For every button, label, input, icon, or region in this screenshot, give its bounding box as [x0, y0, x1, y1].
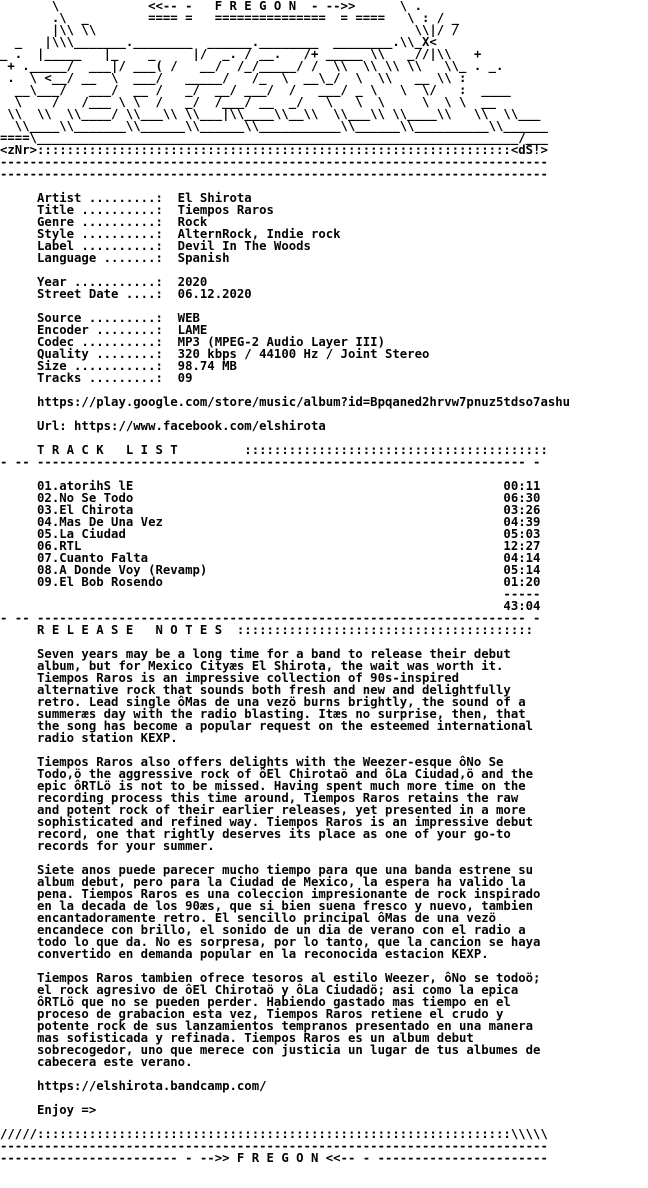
nfo-line: 08.A Donde Voy (Revamp) 05:14	[0, 563, 541, 577]
nfo-line: encandece con brillo, el sonido de un dia de verano con el radio a	[0, 923, 526, 937]
nfo-line: ------------------------ - -->> F R E G O N <<-- - -----------------------	[0, 1151, 548, 1165]
nfo-line: 05.La Ciudad 05:03	[0, 527, 541, 541]
nfo-line: encantadoramente retro. El sencillo principal ôMas de una vezö	[0, 911, 497, 925]
nfo-line: |\\ \\ \\|/ /	[0, 23, 460, 37]
nfo-line: convertido en demanda popular en la reconocida estacion KEXP.	[0, 947, 489, 961]
nfo-line: Seven years may be a long time for a band to release their debut	[0, 647, 511, 661]
nfo-line: album debut, pero para la Ciudad de Mexico, la espera ha valido la	[0, 875, 526, 889]
nfo-line: <zNr>::::::::::::::::::::::::::::::::::::::::::::::::::::::::::::::::<dS!>	[0, 143, 548, 157]
nfo-line: and potent rock of their earlier releases, yet presented in a more	[0, 803, 526, 817]
nfo-line: + ._____/ ___|/ ___( / __/ /_/_____/ / \\ \\ \\ \\ \\_ . _.	[0, 59, 504, 73]
nfo-line: Tiempos Raros is an impressive collection of 90s-inspired	[0, 671, 460, 685]
nfo-line: . \ <__/ __ \ ___/ _____/ /_ \ __\_/ \ \\ __ \\ :	[0, 71, 467, 85]
nfo-line: Source .........: WEB	[0, 311, 200, 325]
nfo-line: https://play.google.com/store/music/album?id=Bpqaned2hrvw7pnuz5tdso7ashu	[0, 395, 571, 409]
nfo-line: cabecera este verano.	[0, 1055, 193, 1069]
nfo-line: Url: https://www.facebook.com/elshirota	[0, 419, 326, 433]
nfo-line: recording process this time around, Tiempos Raros retains the raw	[0, 791, 519, 805]
nfo-line: Language .......: Spanish	[0, 251, 230, 265]
nfo-line: - -- ------------------------------------------------------------------ -	[0, 611, 541, 625]
nfo-line: the song has become a popular request on the esteemed international	[0, 719, 534, 733]
nfo-line: https://elshirota.bandcamp.com/	[0, 1079, 267, 1093]
nfo-line: radio station KEXP.	[0, 731, 178, 745]
nfo-line: Quality ........: 320 kbps / 44100 Hz / Joint Stereo	[0, 347, 430, 361]
nfo-line: .\ _ ==== = =============== = ==== \ : / _	[0, 11, 460, 25]
nfo-line: 06.RTL 12:27	[0, 539, 541, 553]
nfo-line: - -- ------------------------------------------------------------------ -	[0, 455, 541, 469]
nfo-line: en la decada de los 90æs, que si bien suena fresco y nuevo, tambien	[0, 899, 534, 913]
nfo-line: album, but for Mexico Cityæs El Shirota, the wait was worth it.	[0, 659, 504, 673]
nfo-line: Siete anos puede parecer mucho tiempo para que una banda estrene su	[0, 863, 534, 877]
nfo-line: 07.Cuanto Falta 04:14	[0, 551, 541, 565]
nfo-line: \\____\\_______\\______\\______\\___________\\______\\__________\\______	[0, 119, 548, 133]
nfo-line: sobrecogedor, uno que merece con justicia un lugar de tus albumes de	[0, 1043, 541, 1057]
nfo-line: 03.El Chirota 03:26	[0, 503, 541, 517]
nfo-line: \\ \\ \\____/ \\___\\ \\___|\\____\\__\\ \\___\\ \\____\\ \\ \\___	[0, 107, 541, 121]
nfo-line: potente rock de sus lanzamientos tempranos presentado en una manera	[0, 1019, 534, 1033]
nfo-line: Tracks .........: 09	[0, 371, 193, 385]
nfo-line: _ . |_____ |_ _ |/ _. / __. /+ _____ \\ _//|\\ +	[0, 47, 482, 61]
nfo-line: sophisticated and refined way. Tiempos Raros is an impressive debut	[0, 815, 534, 829]
nfo-line: Style ..........: AlternRock, Indie rock	[0, 227, 341, 241]
nfo-line: Artist .........: El Shirota	[0, 191, 252, 205]
nfo-line: Todo,ö the aggressive rock of ôEl Chirotaö and ôLa Ciudad,ö and the	[0, 767, 534, 781]
nfo-line: Tiempos Raros also offers delights with the Weezer-esque ôNo Se	[0, 755, 504, 769]
nfo-line: ôRTLö que no se pueden perder. Habiendo gastado mas tiempo en el	[0, 995, 511, 1009]
nfo-line: __\___/ ___/ __ / _/ __/ ___/ / ___/ _ \ \ \/ : ____	[0, 83, 511, 97]
nfo-line: alternative rock that sounds both fresh and new and delightfully	[0, 683, 511, 697]
nfo-line: summeræs day with the radio blasting. Itæs no surprise, then, that	[0, 707, 526, 721]
nfo-line: Encoder ........: LAME	[0, 323, 208, 337]
nfo-line: /////::::::::::::::::::::::::::::::::::::::::::::::::::::::::::::::::\\\\\	[0, 1127, 548, 1141]
nfo-line: -----	[0, 587, 541, 601]
nfo-line: --------------------------------------------------------------------------	[0, 1139, 548, 1153]
nfo-line: records for your summer.	[0, 839, 215, 853]
nfo-line: 43:04	[0, 599, 541, 613]
nfo-line: --------------------------------------------------------------------------	[0, 155, 548, 169]
nfo-line: Genre ..........: Rock	[0, 215, 208, 229]
nfo-line: 01.atorihS lE 00:11	[0, 479, 541, 493]
nfo-line: Street Date ....: 06.12.2020	[0, 287, 252, 301]
nfo-line: Year ...........: 2020	[0, 275, 208, 289]
nfo-line: Label ..........: Devil In The Woods	[0, 239, 311, 253]
nfo-line: proceso de grabacion esta vez, Tiempos Raros retiene el crudo y	[0, 1007, 504, 1021]
nfo-line: ====\_________________________________________________________________/___	[0, 131, 548, 145]
nfo-line	[0, 1092, 648, 1104]
nfo-line: Tiempos Raros tambien ofrece tesoros al estilo Weezer, ôNo se todoö;	[0, 971, 541, 985]
nfo-line: epic ôRTLö is not to be missed. Having spent much more time on the	[0, 779, 526, 793]
nfo-line: --------------------------------------------------------------------------	[0, 167, 548, 181]
nfo-line: Codec ..........: MP3 (MPEG-2 Audio Layer III)	[0, 335, 385, 349]
nfo-line: pena. Tiempos Raros es una coleccion impresionante de rock inspirado	[0, 887, 541, 901]
nfo-line: _ |\\\_______.________ ______.________ ________.\\_X<	[0, 35, 437, 49]
nfo-line: 09.El Bob Rosendo 01:20	[0, 575, 541, 589]
nfo-line: Enjoy =>	[0, 1103, 97, 1117]
nfo-line: todo lo que da. No es sorpresa, por lo tanto, que la cancion se haya	[0, 935, 541, 949]
nfo-line: Size ...........: 98.74 MB	[0, 359, 237, 373]
nfo-line: T R A C K L I S T :::::::::::::::::::::::::::::::::::::::::	[0, 443, 548, 457]
nfo-line: el rock agresivo de ôEl Chirotaö y ôLa Ciudadö; asi como la epica	[0, 983, 519, 997]
nfo-line: Title ..........: Tiempos Raros	[0, 203, 274, 217]
nfo-line: 04.Mas De Una Vez 04:39	[0, 515, 541, 529]
nfo-line: \ / /___ \ \ / _/ /___/ __ _/ \ \ \ \ \ \ __	[0, 95, 497, 109]
nfo-line: record, one that rightly deserves its place as one of your go-to	[0, 827, 511, 841]
nfo-line: \ <<-- - F R E G O N - -->> \ .	[0, 0, 422, 13]
nfo-line: mas sofisticada y refinada. Tiempos Raros es un album debut	[0, 1031, 474, 1045]
nfo-line: 02.No Se Todo 06:30	[0, 491, 541, 505]
nfo-line: R E L E A S E N O T E S ::::::::::::::::::::::::::::::::::::::::	[0, 623, 534, 637]
nfo-line: retro. Lead single ôMas de una vezö burns brightly, the sound of a	[0, 695, 526, 709]
